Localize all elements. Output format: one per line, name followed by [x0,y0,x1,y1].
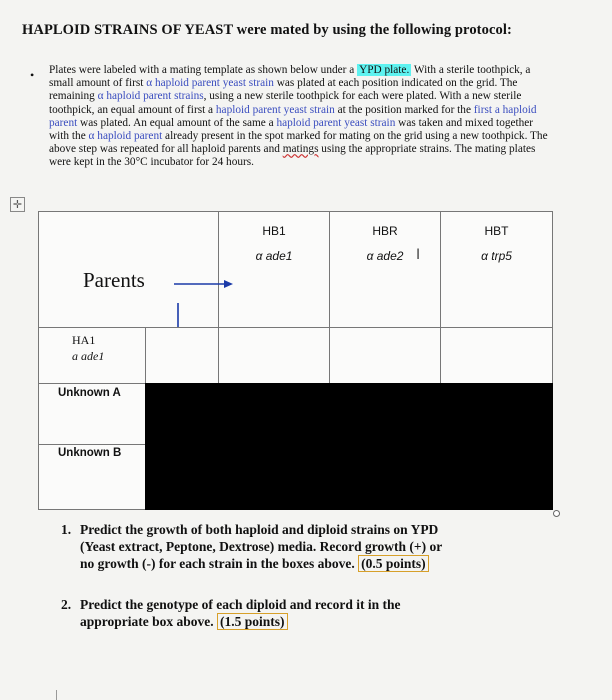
question-2-points: (1.5 points) [217,613,288,630]
question-2: 2. Predict the genotype of each diploid and record it in the appropriate box above. (1.5 points) [61,597,401,629]
diploid-cell-ha1-hbr[interactable] [329,327,441,384]
column-name-hbr: HBR [372,224,398,238]
redacted-answer-area [145,383,553,510]
table-resize-handle[interactable] [553,510,560,517]
column-name-hb1: HB1 [262,224,286,238]
question-1: 1. Predict the growth of both haploid and diploid strains on YPD (Yeast extract, Peptone, Dextrose) media. Record growth (+) or no growth (-) for each strain in the boxes above. (0.5 points) [61,522,443,571]
ypd-highlight: YPD plate. [359,64,410,76]
text-cursor-icon: I [416,247,421,263]
diploid-cell-ha1-hbt[interactable] [440,327,553,384]
parents-label: Parents [83,268,145,292]
protocol-text: Plates were labeled with a mating template as shown below under a YPD plate. With a sterile toothpick, a small amount of first α haploid parent yeast strain was plated at each position indicated on the grid. The remaining α haploid parent strains, using a new sterile toothpick for each were plated. With a new sterile toothpick, an equal amount of first a haploid parent yeast strain at the position marked for the first a haploid parent was plated. An equal amount of the same a haploid parent yeast strain was taken and mixed together with the α haploid parent already present in the spot marked for mating on the grid using a new toothpick. The above step was repeated for all haploid parents and matings using the appropriate strains. The mating plates were kept in the 30°C incubator for 24 hours. [49,64,548,169]
column-name-hbt: HBT [484,224,509,238]
ha1-haploid-cell[interactable] [145,327,219,384]
row-name-unknown-b: Unknown B [58,447,122,459]
text-insertion-cursor [56,690,57,700]
row-name-unknown-a: Unknown A [58,387,121,399]
column-genotype-hb1: α ade1 [255,249,293,263]
table-move-handle-icon[interactable]: ✛ [10,197,25,212]
column-genotype-hbr: α ade2 [366,249,404,263]
row-genotype-ha1: a ade1 [72,349,105,363]
mating-grid-table [38,211,553,510]
matings-word: matings [282,143,319,156]
bullet-marker: • [30,68,35,82]
diploid-cell-ha1-hb1[interactable] [218,327,330,384]
row-name-ha1: HA1 [72,333,96,347]
column-genotype-hbt: α trp5 [481,249,512,263]
page-heading: HAPLOID STRAINS OF YEAST were mated by using the following protocol: [22,22,512,38]
question-1-points: (0.5 points) [358,555,429,572]
